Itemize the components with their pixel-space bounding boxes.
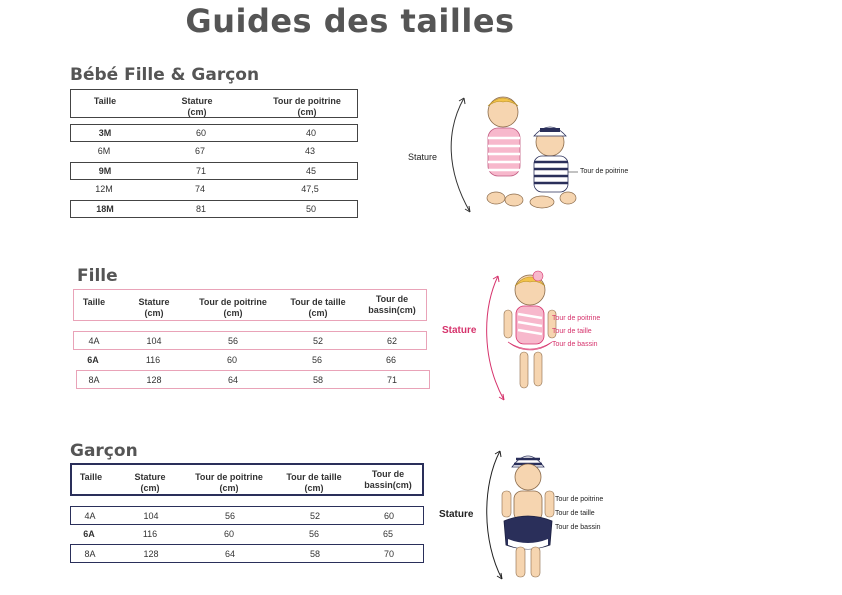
stature-arrow bbox=[451, 98, 470, 212]
cell-taille: 4A bbox=[84, 511, 96, 521]
table-row bbox=[70, 143, 358, 161]
header-stature: Stature (cm) bbox=[134, 472, 166, 493]
cell-taille: 8A bbox=[84, 549, 96, 559]
cell-tour-taille: 58 bbox=[312, 375, 324, 385]
table-row bbox=[70, 525, 424, 544]
table-row bbox=[76, 370, 430, 389]
table-row bbox=[73, 351, 427, 370]
fille-bassin-label: Tour de bassin bbox=[552, 341, 598, 348]
header-stature: Stature (cm) bbox=[181, 96, 213, 117]
table-row bbox=[70, 181, 358, 199]
cell-taille: 12M bbox=[95, 184, 113, 194]
cell-tour-taille: 52 bbox=[312, 336, 324, 346]
header-tour-taille: Tour de taille (cm) bbox=[286, 472, 342, 493]
cell-stature: 60 bbox=[195, 128, 207, 138]
cell-taille: 4A bbox=[88, 336, 100, 346]
fille-illustration bbox=[480, 270, 600, 405]
cell-bassin: 71 bbox=[386, 375, 398, 385]
cell-poitrine: 56 bbox=[227, 336, 239, 346]
cell-tour-taille: 58 bbox=[309, 549, 321, 559]
bebe-header-row bbox=[70, 89, 358, 118]
cell-poitrine: 47,5 bbox=[301, 184, 319, 194]
page-title: Guides des tailles bbox=[185, 2, 515, 40]
section-title-bebe: Bébé Fille & Garçon bbox=[70, 65, 260, 85]
cell-stature: 128 bbox=[143, 549, 159, 559]
section-title-fille: Fille bbox=[77, 266, 118, 286]
garcon-header-row bbox=[70, 463, 424, 496]
cell-stature: 116 bbox=[142, 529, 158, 539]
cell-poitrine: 45 bbox=[305, 166, 317, 176]
boy-head bbox=[515, 464, 541, 490]
cell-poitrine: 43 bbox=[304, 146, 316, 156]
cell-tour-taille: 56 bbox=[308, 529, 320, 539]
header-taille: Taille bbox=[79, 472, 103, 482]
cell-taille: 6A bbox=[83, 529, 95, 539]
cell-poitrine: 40 bbox=[305, 128, 317, 138]
table-row bbox=[70, 162, 358, 180]
cell-poitrine: 64 bbox=[224, 549, 236, 559]
header-taille: Taille bbox=[82, 297, 106, 307]
table-row bbox=[70, 544, 424, 563]
cell-stature: 67 bbox=[194, 146, 206, 156]
table-row bbox=[70, 124, 358, 142]
garcon-taille-label: Tour de taille bbox=[555, 510, 595, 517]
cell-stature: 128 bbox=[146, 375, 162, 385]
header-bassin: Tour de bassin(cm) bbox=[364, 469, 412, 490]
fille-header-row bbox=[73, 289, 427, 321]
bebe-illustration bbox=[440, 90, 640, 220]
section-title-garcon: Garçon bbox=[70, 441, 138, 461]
table-row bbox=[70, 506, 424, 525]
garcon-poitrine-label: Tour de poitrine bbox=[555, 496, 604, 503]
header-taille: Taille bbox=[93, 96, 117, 106]
cell-poitrine: 50 bbox=[305, 204, 317, 214]
garcon-stature-label: Stature bbox=[439, 509, 474, 520]
cell-stature: 81 bbox=[195, 204, 207, 214]
cell-taille: 3M bbox=[98, 128, 112, 138]
cell-bassin: 62 bbox=[386, 336, 398, 346]
cell-taille: 6M bbox=[97, 146, 111, 156]
cell-bassin: 65 bbox=[382, 529, 394, 539]
cell-stature: 74 bbox=[194, 184, 206, 194]
cell-stature: 104 bbox=[143, 511, 159, 521]
fille-poitrine-label: Tour de poitrine bbox=[552, 315, 601, 322]
cell-bassin: 60 bbox=[383, 511, 395, 521]
garcon-bassin-label: Tour de bassin bbox=[555, 524, 601, 531]
cell-poitrine: 60 bbox=[226, 355, 238, 365]
header-bassin: Tour de bassin(cm) bbox=[368, 294, 416, 315]
cell-stature: 116 bbox=[145, 355, 161, 365]
header-poitrine: Tour de poitrine (cm) bbox=[199, 297, 267, 318]
cell-stature: 71 bbox=[195, 166, 207, 176]
table-row bbox=[73, 331, 427, 350]
cell-poitrine: 60 bbox=[223, 529, 235, 539]
table-row bbox=[70, 200, 358, 218]
cell-taille: 9M bbox=[98, 166, 112, 176]
bebe-stature-label: Stature bbox=[408, 152, 438, 162]
cell-tour-taille: 52 bbox=[309, 511, 321, 521]
cell-poitrine: 56 bbox=[224, 511, 236, 521]
header-tour-taille: Tour de taille (cm) bbox=[290, 297, 346, 318]
header-poitrine: Tour de poitrine (cm) bbox=[195, 472, 263, 493]
cell-bassin: 70 bbox=[383, 549, 395, 559]
bebe-poitrine-label: Tour de poitrine bbox=[580, 168, 629, 175]
header-stature: Stature (cm) bbox=[138, 297, 170, 318]
cell-taille: 6A bbox=[87, 355, 99, 365]
stature-arrow bbox=[487, 276, 504, 400]
cell-stature: 104 bbox=[146, 336, 162, 346]
header-poitrine: Tour de poitrine (cm) bbox=[273, 96, 341, 117]
cell-bassin: 66 bbox=[385, 355, 397, 365]
fille-stature-label: Stature bbox=[442, 325, 477, 336]
cell-tour-taille: 56 bbox=[311, 355, 323, 365]
fille-taille-label: Tour de taille bbox=[552, 328, 592, 335]
cell-taille: 8A bbox=[88, 375, 100, 385]
stature-arrow bbox=[487, 451, 502, 579]
cell-poitrine: 64 bbox=[227, 375, 239, 385]
cell-taille: 18M bbox=[96, 204, 114, 214]
